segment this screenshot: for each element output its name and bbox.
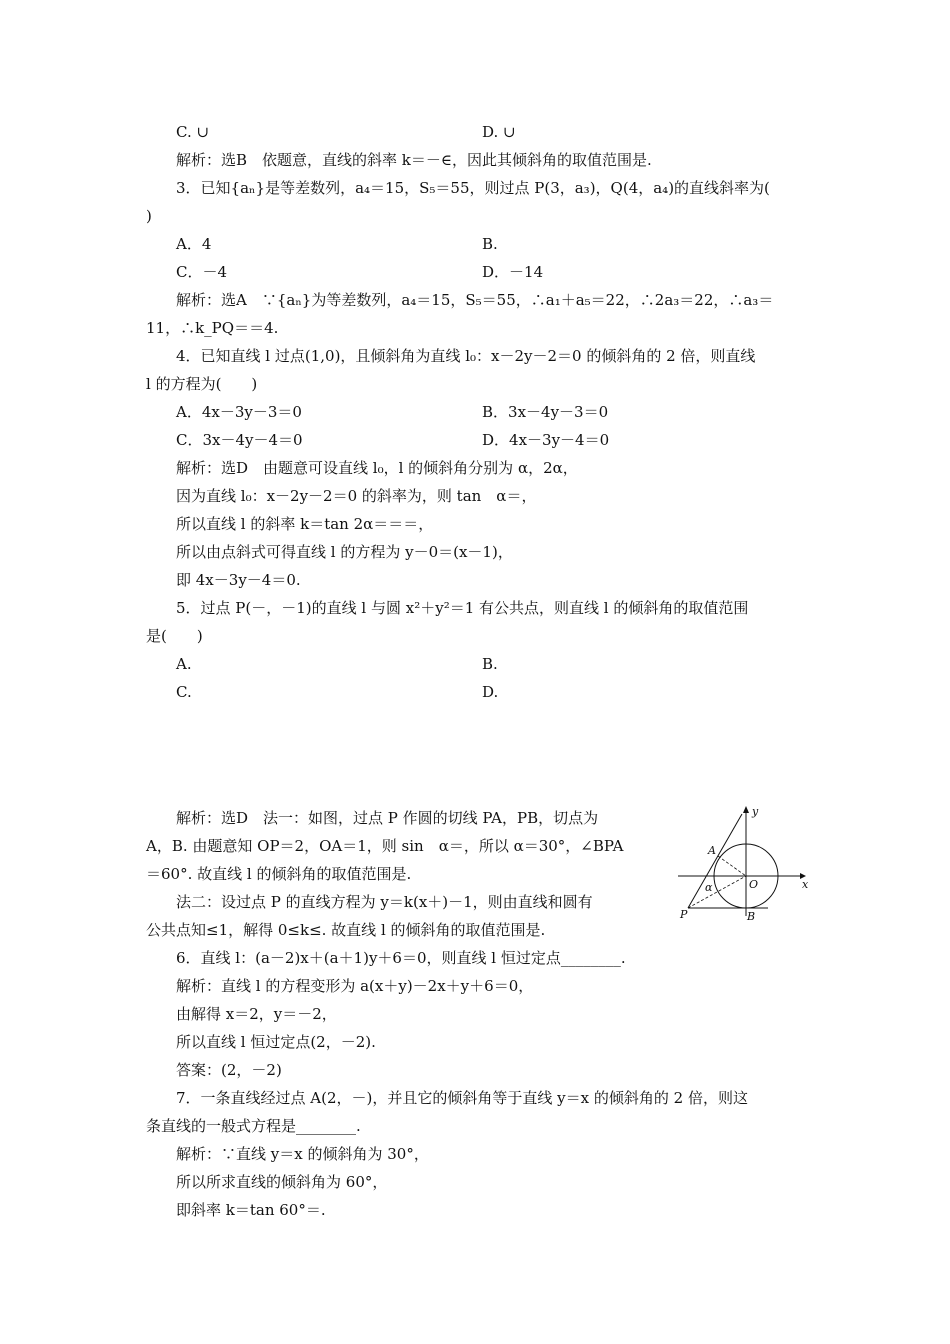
question-5: 5．过点 P(－，－1)的直线 l 与圆 x²＋y²＝1 有公共点，则直线 l 的倾斜角的取值范围 — [176, 599, 749, 617]
question-4: 4．已知直线 l 过点(1,0)，且倾斜角为直线 l₀：x－2y－2＝0 的倾斜角的 2 倍，则直线 — [176, 347, 756, 365]
option-c: C．－4 — [176, 263, 228, 281]
option-d: D. — [482, 683, 499, 701]
figure-svg — [676, 804, 812, 920]
option-b: B. — [482, 235, 498, 253]
solution-5-method2-cont: 公共点知≤1，解得 0≤k≤. 故直线 l 的倾斜角的取值范围是. — [146, 921, 546, 939]
label-b: B — [747, 910, 756, 920]
option-c: C. — [176, 683, 192, 701]
question-7-cont: 条直线的一般式方程是________. — [146, 1117, 361, 1135]
label-p: P — [680, 908, 688, 920]
label-x: x — [802, 878, 809, 891]
option-c: C. ∪ — [176, 123, 210, 141]
question-5-cont: 是( ) — [146, 627, 203, 645]
solution-6-line: 所以直线 l 恒过定点(2，－2). — [176, 1033, 376, 1051]
circle-tangent-figure — [676, 804, 812, 920]
solution-4: 解析：选D 由题意可设直线 l₀，l 的倾斜角分别为 α，2α， — [176, 459, 578, 477]
option-a: A．4x－3y－3＝0 — [176, 403, 302, 421]
segment-oa — [718, 856, 746, 876]
solution-7-line: 所以所求直线的倾斜角为 60°， — [176, 1173, 388, 1191]
option-a: A．4 — [176, 235, 212, 253]
option-d: D. ∪ — [482, 123, 516, 141]
y-axis-arrow — [743, 806, 749, 813]
question-4-cont: l 的方程为( ) — [146, 375, 258, 393]
option-c: C．3x－4y－4＝0 — [176, 431, 303, 449]
solution-6: 解析：直线 l 的方程变形为 a(x＋y)－2x＋y＋6＝0， — [176, 977, 534, 995]
solution-5: 解析：选D 法一：如图，过点 P 作圆的切线 PA，PB，切点为 — [176, 809, 599, 827]
option-d: D．4x－3y－4＝0 — [482, 431, 610, 449]
solution-4-line: 所以直线 l 的斜率 k＝tan 2α＝＝＝， — [176, 515, 434, 533]
question-6: 6．直线 l：(a－2)x＋(a＋1)y＋6＝0，则直线 l 恒过定点________. — [176, 949, 626, 967]
solution-4-line: 因为直线 l₀：x－2y－2＝0 的斜率为，则 tan α＝， — [176, 487, 537, 505]
option-b: B．3x－4y－3＝0 — [482, 403, 609, 421]
option-b: B. — [482, 655, 498, 673]
question-3: 3．已知{aₙ}是等差数列，a₄＝15，S₅＝55，则过点 P(3，a₃)，Q(4，a₄)的直线斜率为( — [176, 179, 770, 197]
question-7: 7．一条直线经过点 A(2，－)，并且它的倾斜角等于直线 y＝x 的倾斜角的 2 倍，则这 — [176, 1089, 748, 1107]
answer-6: 答案：(2，－2) — [176, 1061, 282, 1079]
solution-5-line: ＝60°. 故直线 l 的倾斜角的取值范围是. — [146, 865, 412, 883]
solution-5-line: A，B. 由题意知 OP＝2，OA＝1，则 sin α＝，所以 α＝30°，∠BPA — [146, 837, 624, 855]
solution-2: 解析：选B 依题意，直线的斜率 k＝－∈，因此其倾斜角的取值范围是. — [176, 151, 652, 169]
solution-4-line: 所以由点斜式可得直线 l 的方程为 y－0＝(x－1)， — [176, 543, 513, 561]
option-d: D．－14 — [482, 263, 544, 281]
solution-4-line: 即 4x－3y－4＝0. — [176, 571, 301, 589]
solution-7-line: 即斜率 k＝tan 60°＝. — [176, 1201, 326, 1219]
label-alpha: α — [705, 881, 713, 894]
label-y: y — [752, 805, 759, 818]
label-o: O — [749, 878, 759, 891]
option-a: A. — [176, 655, 192, 673]
question-3-cont: ) — [146, 207, 152, 225]
solution-3-cont: 11，∴k_PQ＝＝4. — [146, 319, 279, 337]
solution-7: 解析：∵直线 y＝x 的倾斜角为 30°， — [176, 1145, 429, 1163]
tangent-line-pa — [688, 814, 742, 908]
solution-5-method2: 法二：设过点 P 的直线方程为 y＝k(x＋)－1，则由直线和圆有 — [176, 893, 593, 911]
solution-6-line: 由解得 x＝2，y＝－2， — [176, 1005, 337, 1023]
label-a: A — [708, 844, 716, 857]
solution-3: 解析：选A ∵{aₙ}为等差数列，a₄＝15，S₅＝55，∴a₁＋a₅＝22，∴2a₃＝22，∴a₃＝ — [176, 291, 774, 309]
